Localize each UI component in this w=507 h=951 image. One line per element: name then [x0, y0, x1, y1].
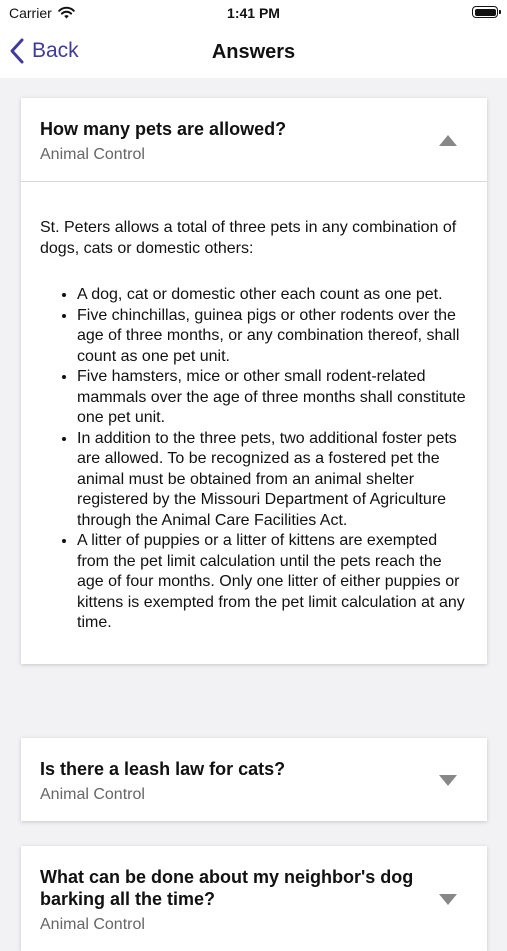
answer-body	[21, 182, 487, 664]
back-label: Back	[32, 39, 79, 62]
question-category: Animal Control	[40, 146, 145, 163]
collapse-arrow-icon[interactable]	[439, 135, 457, 146]
faq-card-leash-law[interactable]	[21, 738, 487, 821]
question-category: Animal Control	[40, 786, 145, 803]
expand-arrow-icon[interactable]	[439, 775, 457, 786]
carrier-label: Carrier	[9, 5, 52, 21]
faq-card-header[interactable]	[21, 846, 487, 951]
answers-list[interactable]	[0, 78, 507, 933]
faq-card-dog-barking[interactable]	[21, 846, 487, 951]
navigation-bar	[0, 28, 507, 78]
answer-list-item: • Five chinchillas, guinea pigs or other rodents over the age of three months, or any combination thereof, shall count as one pet unit.	[77, 306, 467, 368]
expand-arrow-icon[interactable]	[439, 894, 457, 905]
faq-card-header[interactable]	[21, 738, 487, 821]
status-time: 1:41 PM	[227, 5, 280, 21]
answer-list	[40, 285, 467, 634]
question-category: Animal Control	[40, 916, 145, 933]
battery-icon	[472, 6, 498, 18]
faq-card-header[interactable]	[21, 98, 487, 181]
question-title: How many pets are allowed?	[40, 119, 287, 139]
status-bar	[0, 0, 507, 28]
answer-list-item: • Five hamsters, mice or other small rodent-related mammals over the age of three months shall constitute one pet unit.	[77, 367, 467, 429]
faq-card-pets-allowed	[21, 98, 487, 664]
page-title: Answers	[211, 41, 296, 63]
question-title: What can be done about my neighbor's dog barking all the time?	[40, 867, 414, 909]
answer-list-item: • A litter of puppies or a litter of kittens are exempted from the pet limit calculation until the pets reach the age of four months. Only one litter of either puppies or kittens is exempted from the pet limit calculation at any time.	[77, 531, 467, 634]
question-title: Is there a leash law for cats?	[40, 759, 286, 779]
answer-intro: St. Peters allows a total of three pets in any combination of dogs, cats or domestic others:	[40, 219, 457, 257]
answer-list-item: • In addition to the three pets, two additional foster pets are allowed. To be recognized as a fostered pet the animal must be obtained from an animal shelter registered by the Missouri Department of Agriculture through the Animal Care Facilities Act.	[77, 429, 467, 532]
answer-list-item: • A dog, cat or domestic other each count as one pet.	[77, 285, 467, 306]
